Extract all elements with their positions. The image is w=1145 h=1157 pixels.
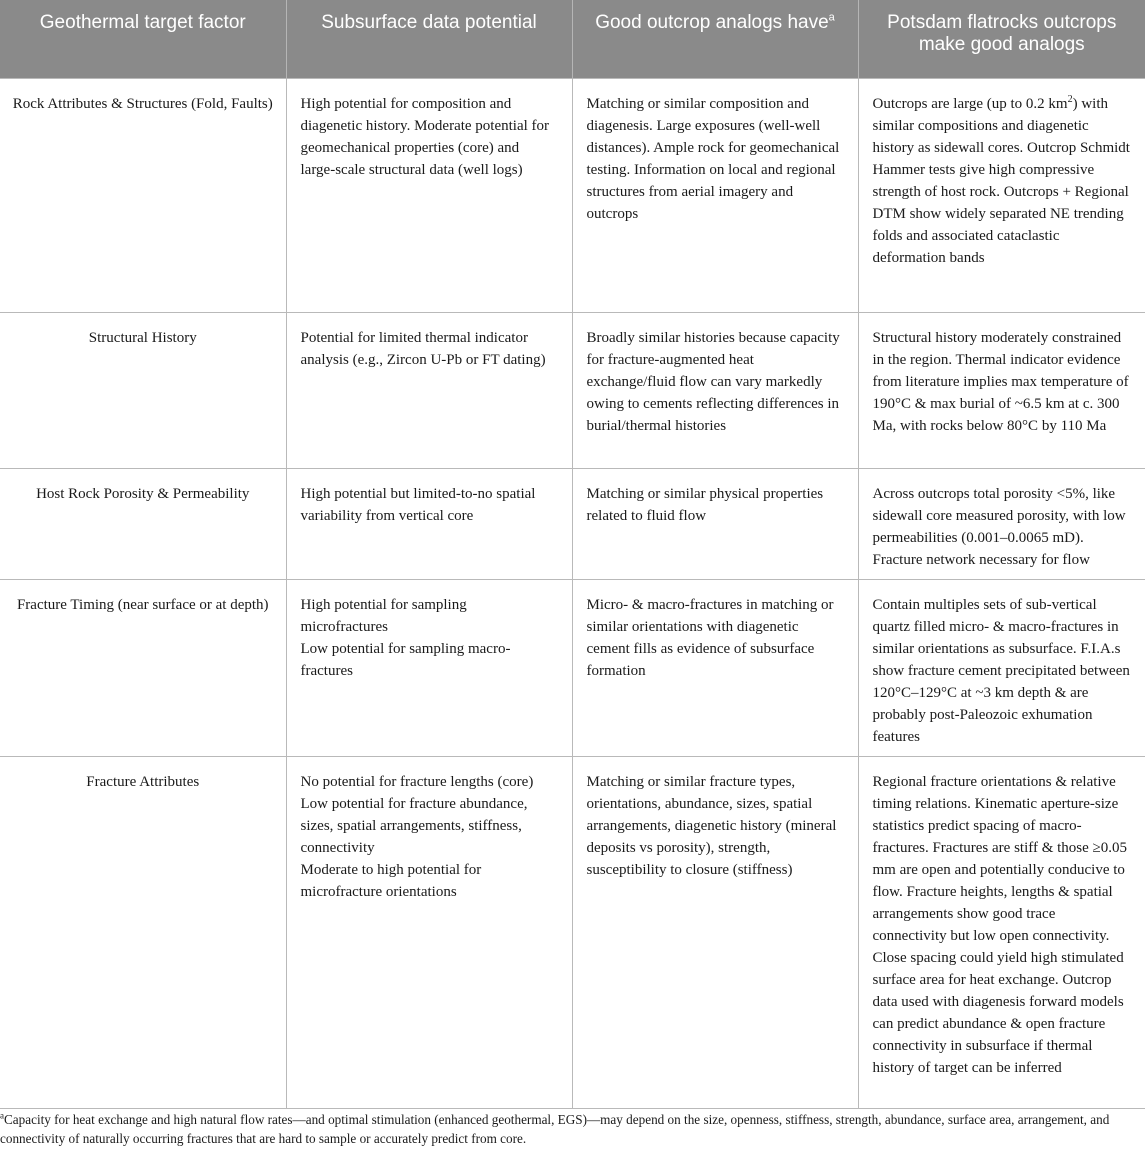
cell-outcrop-analogs: [572, 756, 858, 1108]
footnote-marker: a: [0, 1110, 4, 1121]
cell-potsdam-analogs: [858, 468, 1145, 579]
header-geothermal-target-factor: Geothermal target factor: [0, 0, 286, 78]
table-header: [0, 0, 1145, 78]
cell-text: Contain multiples sets of sub-vertical quartz filled micro- & macro-fractures in similar orientations as subsurface. F.I.A.s show fracture cement precipitated between 120°C–129°C at ~3 km depth & are probably post-Paleozoic exhumation features: [872, 596, 1130, 745]
superscript: 2: [1067, 93, 1073, 105]
cell-outcrop-analogs: [572, 468, 858, 579]
cell-line: No potential for fracture lengths (core): [300, 773, 534, 790]
cell-text: Outcrops are large (up to 0.2 km: [872, 95, 1068, 112]
cell-target-factor: Structural History: [0, 312, 286, 468]
table-row: [0, 468, 1145, 579]
table-row: [0, 756, 1145, 1108]
cell-outcrop-analogs: [572, 579, 858, 756]
cell-line: Micro- & macro-fractures in matching or similar orientations with diagenetic cement fills as evidence of subsurface formation: [586, 596, 834, 679]
header-potsdam-flatrocks: Potsdam flatrocks outcrops make good analogs: [858, 0, 1145, 78]
cell-subsurface-potential: [286, 468, 572, 579]
cell-line: Potential for limited thermal indicator analysis (e.g., Zircon U-Pb or FT dating): [300, 329, 546, 368]
cell-subsurface-potential: [286, 756, 572, 1108]
cell-target-factor: Fracture Attributes: [0, 756, 286, 1108]
cell-outcrop-analogs: [572, 78, 858, 312]
cell-target-factor: Fracture Timing (near surface or at depth): [0, 579, 286, 756]
cell-outcrop-analogs: [572, 312, 858, 468]
cell-line: Low potential for fracture abundance, sizes, spatial arrangements, stiffness, connectivity: [300, 795, 528, 856]
footnote-text: Capacity for heat exchange and high natural flow rates—and optimal stimulation (enhanced geothermal, EGS)—may depend on the size, openness, stiffness, strength, abundance, surface area, arrangement, and connectivity of naturally occurring fractures that are hard to sample or accurately predict from core.: [0, 1112, 1110, 1146]
cell-text: ) with similar compositions and diagenetic history as sidewall cores. Outcrop Schmidt Hammer tests give high compressive strength of host rock. Outcrops + Regional DTM show widely separated NE trending folds and associated cataclastic deformation bands: [872, 95, 1130, 266]
cell-line: Broadly similar histories because capacity for fracture-augmented heat exchange/fluid flow can vary markedly owing to cements reflecting differences in burial/thermal histories: [586, 329, 840, 434]
cell-line: Moderate to high potential for microfracture orientations: [300, 861, 482, 900]
cell-potsdam-analogs: [858, 579, 1145, 756]
cell-potsdam-analogs: [858, 312, 1145, 468]
cell-text: Across outcrops total porosity <5%, like sidewall core measured porosity, with low permeabilities (0.001–0.0065 mD). Fracture network necessary for flow: [872, 485, 1126, 568]
cell-line: High potential for composition and diagenetic history. Moderate potential for geomechanical properties (core) and large-scale structural data (well logs): [300, 95, 550, 178]
cell-potsdam-analogs: [858, 78, 1145, 312]
footnote-marker: a: [828, 11, 835, 24]
cell-target-factor: Rock Attributes & Structures (Fold, Faults): [0, 78, 286, 312]
header-row: [0, 0, 1145, 78]
cell-line: Matching or similar fracture types, orientations, abundance, sizes, spatial arrangements, diagenetic history (mineral deposits vs porosity), strength, susceptibility to closure (stiffness): [586, 773, 837, 878]
table-footnote: [0, 1110, 1145, 1148]
table-row: [0, 312, 1145, 468]
cell-line: Low potential for sampling macro-fractures: [300, 640, 511, 679]
table-row: [0, 78, 1145, 312]
cell-subsurface-potential: [286, 579, 572, 756]
cell-line: Matching or similar physical properties related to fluid flow: [586, 485, 824, 524]
cell-subsurface-potential: [286, 312, 572, 468]
cell-line: High potential for sampling microfractures: [300, 596, 467, 635]
table-body: [0, 78, 1145, 1108]
cell-potsdam-analogs: [858, 756, 1145, 1108]
header-subsurface-data-potential: Subsurface data potential: [286, 0, 572, 78]
cell-text: Regional fracture orientations & relative timing relations. Kinematic aperture-size statistics predict spacing of macro-fractures. Fractures are stiff & those ≥0.05 mm are open and potentially conducive to flow. Fracture heights, lengths & spatial arrangements show good trace connectivity but low open connectivity. Close spacing could yield high stimulated surface area for heat exchange. Outcrop data used with diagenesis forward models can predict abundance & open fracture connectivity in subsurface if thermal history of target can be inferred: [872, 773, 1128, 1076]
cell-target-factor: Host Rock Porosity & Permeability: [0, 468, 286, 579]
cell-subsurface-potential: [286, 78, 572, 312]
cell-line: High potential but limited-to-no spatial variability from vertical core: [300, 485, 536, 524]
cell-line: Matching or similar composition and diagenesis. Large exposures (well-well distances). Ample rock for geomechanical testing. Information on local and regional structures from aerial imagery and outcrops: [586, 95, 840, 222]
header-good-outcrop-analogs: Good outcrop analogs have$^a$: [572, 0, 858, 78]
cell-text: Structural history moderately constrained in the region. Thermal indicator evidence from literature implies max temperature of 190°C & max burial of ~6.5 km at c. 300 Ma, with rocks below 80°C by 110 Ma: [872, 329, 1129, 434]
table-row: [0, 579, 1145, 756]
